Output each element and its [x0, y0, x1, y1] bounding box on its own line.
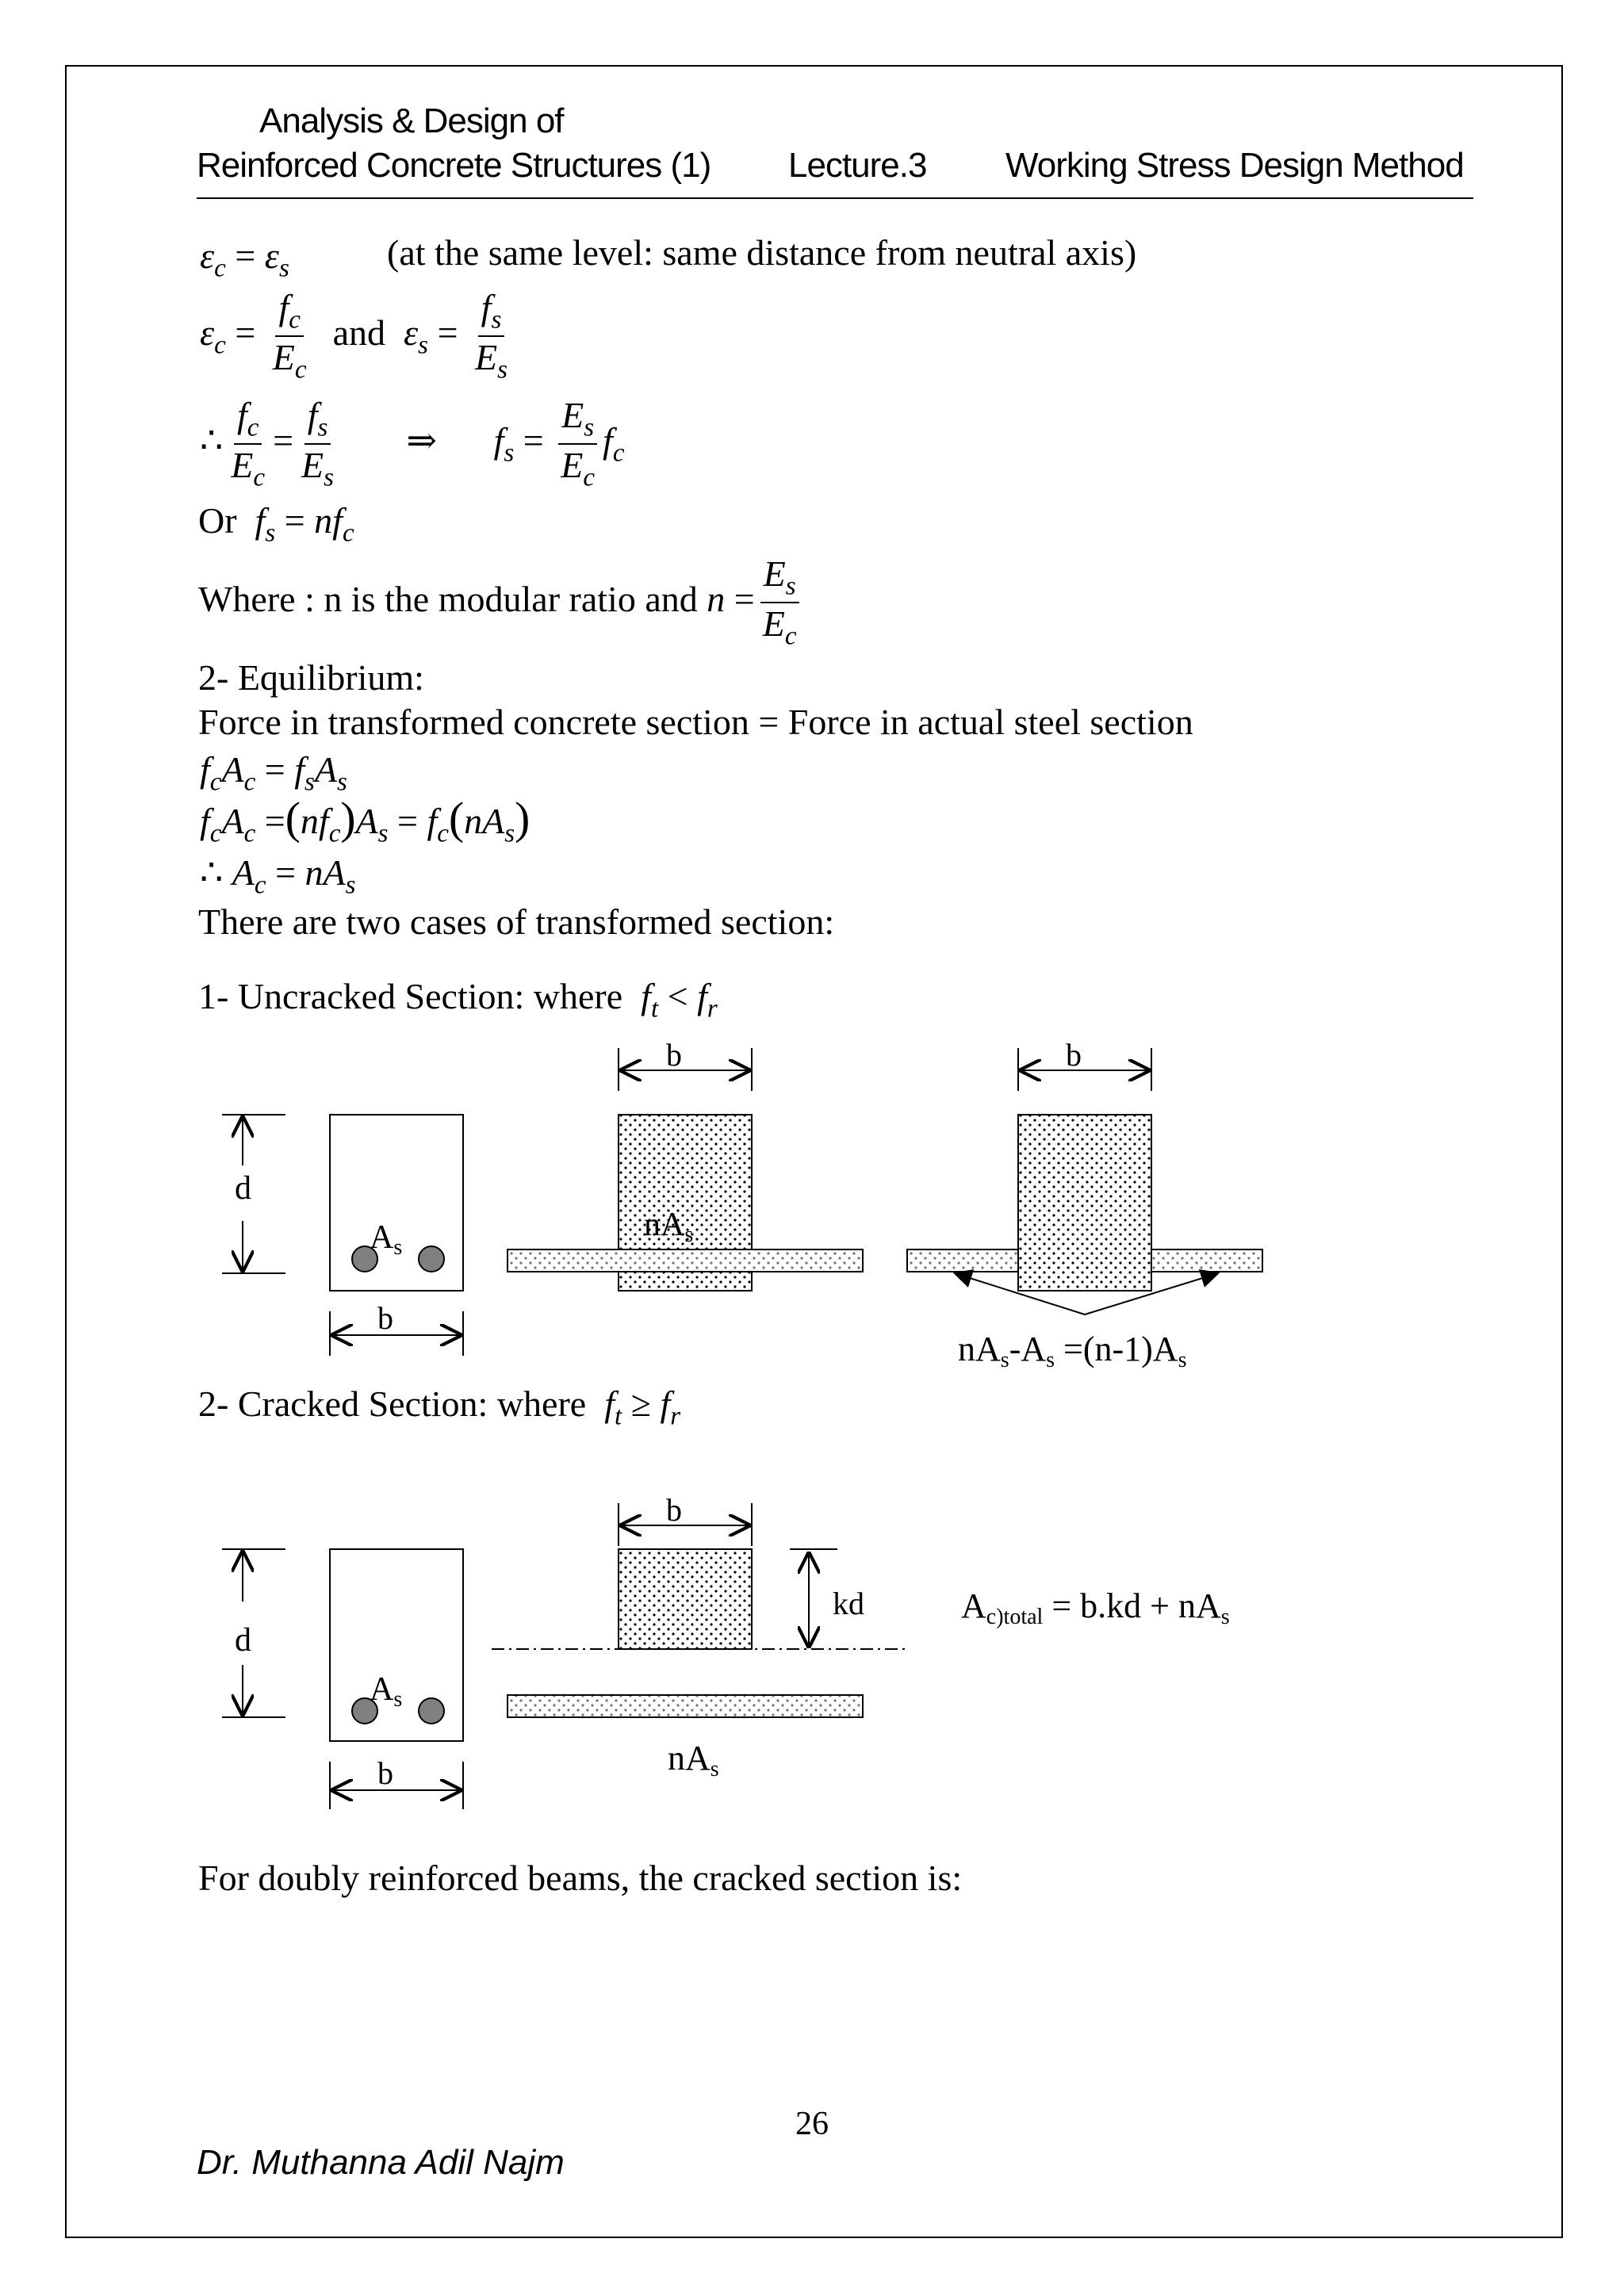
svg-text:nAs: nAs: [668, 1739, 719, 1781]
equilibrium-statement: Force in transformed concrete section = Force in actual steel section: [198, 702, 1193, 742]
or-word: Or: [198, 500, 237, 541]
strain-note: (at the same level: same distance from neutral axis): [387, 232, 1137, 273]
uncracked-t2-width-label: b: [1066, 1037, 1082, 1073]
cracked-heading-text: 2- Cracked Section: where: [198, 1383, 587, 1424]
cracked-depth-label: d: [235, 1622, 251, 1659]
cracked-actual-section: [222, 1549, 463, 1809]
eq-strain-equal: $\varepsilon_c = \varepsilon_s$: [200, 235, 289, 283]
cracked-width-label: b: [377, 1755, 393, 1791]
total-area-expression: Ac)total = b.kd + nAs: [961, 1586, 1230, 1629]
course-title-line1: Analysis & Design of: [259, 101, 564, 140]
author-name: Dr. Muthanna Adil Najm: [197, 2143, 565, 2182]
cracked-heading: 2- Cracked Section: where $f_t \ge f_r$: [198, 1383, 681, 1431]
uncracked-depth-label: d: [235, 1170, 251, 1207]
rebar-right: [419, 1246, 444, 1272]
equilibrium-heading: 2- Equilibrium:: [198, 657, 424, 698]
uncracked-heading: 1- Uncracked Section: where $f_t < f_r$: [198, 976, 718, 1024]
where-text: Where : n is the modular ratio and: [198, 578, 698, 619]
cracked-nas-label: nA: [668, 1739, 710, 1777]
net-transformed-area-label: nAs-As =(n-1)As: [958, 1330, 1187, 1372]
uncracked-transformed-section-2: [907, 1037, 1262, 1372]
page-number: 26: [795, 2106, 829, 2142]
course-title-line2: Reinforced Concrete Structures (1): [197, 146, 711, 185]
uncracked-as-label: A: [370, 1219, 394, 1256]
kd-label: kd: [833, 1586, 864, 1621]
lecture-label: Lecture.3: [788, 146, 927, 185]
eq-transformed-area: ∴ $A_c = nA_s$: [200, 852, 356, 900]
uncracked-width-label: b: [377, 1300, 393, 1336]
svg-text:nAs: nAs: [644, 1207, 694, 1247]
eq-modular-stress: Or $f_s = nf_c$: [198, 500, 354, 548]
cracked-as-label: A: [370, 1671, 394, 1708]
doubly-reinforced-intro: For doubly reinforced beams, the cracked section is:: [198, 1858, 963, 1898]
svg-text:As: As: [370, 1219, 403, 1260]
eq-force-substitution: $f_cA_c =(nf_c)A_s = f_c(nA_s)$: [200, 794, 530, 848]
uncracked-t1-width-label: b: [666, 1037, 682, 1073]
svg-text:As: As: [370, 1671, 403, 1712]
cases-intro: There are two cases of transformed section:: [198, 901, 835, 942]
and-word: and: [332, 312, 386, 353]
modular-ratio-definition: Where : n is the modular ratio and n = $\frac{E_s}{E_c}$: [198, 555, 805, 651]
uncracked-transformed-section-1: [508, 1037, 863, 1291]
eq-stress-relation: ∴ $\frac{f_c}{E_c}$ = $\frac{f_s}{E_s}$ ⇒ $f_s$ = $\frac{E_s}{E_c}$ $f_c$: [200, 395, 625, 492]
eq-force-balance: $f_cA_c = f_sA_s$: [200, 749, 347, 797]
eq-strain-definitions: $\varepsilon_c$ = $\frac{f_c}{E_c}$ and $\varepsilon_s$ = $\frac{f_s}{E_s}$: [200, 287, 508, 385]
topic-label: Working Stress Design Method: [1005, 146, 1464, 185]
uncracked-actual-section: [222, 1115, 463, 1356]
cracked-rebar-right: [419, 1698, 444, 1724]
cracked-t-width-label: b: [666, 1492, 682, 1528]
uncracked-heading-text: 1- Uncracked Section: where: [198, 976, 623, 1016]
cracked-transformed-section: [492, 1492, 1230, 1781]
uncracked-nas-label: nA: [644, 1207, 685, 1243]
